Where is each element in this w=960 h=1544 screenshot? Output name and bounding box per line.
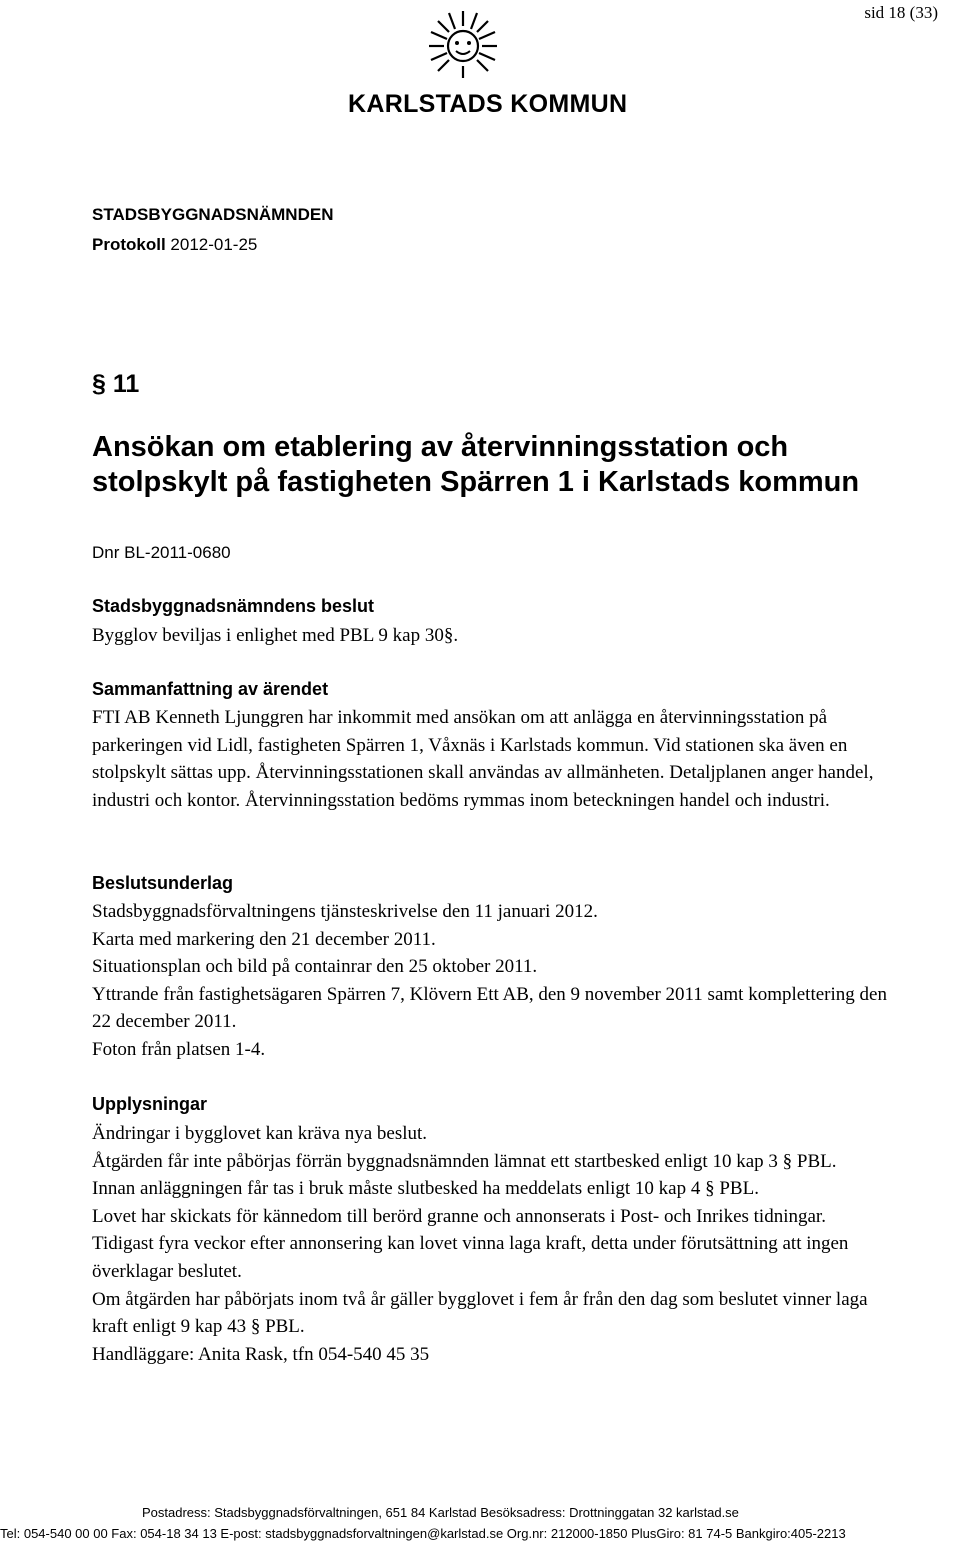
- info-item: Handläggare: Anita Rask, tfn 054-540 45 35: [92, 1343, 430, 1365]
- committee-name: STADSBYGGNADSNÄMNDEN: [92, 205, 334, 224]
- footer-address: Postadress: Stadsbyggnadsförvaltningen, 651 84 Karlstad Besöksadress: Drottninggatan 32 karlstad.se: [142, 1505, 739, 1520]
- summary-paragraph: FTI AB Kenneth Ljunggren har inkommit med ansökan om att anlägga en återvinningsstation på parkeringen vid Lidl, fastigheten Spärren 1, Våxnäs i Karlstads kommun. Vid stationen ska även en stolpskylt sättas upp. Återvinningsstationen skall användas av allmänheten. Detaljplanen anger handel, industri och kontor. Återvinningsstation bedöms rymmas inom beteckningen handel och industri.: [92, 707, 874, 811]
- basis-item: Situationsplan och bild på containrar den 25 oktober 2011.: [92, 956, 538, 978]
- paragraph-number: § 11: [92, 370, 140, 398]
- info-item: Tidigast fyra veckor efter annonsering kan lovet vinna laga kraft, detta under förutsättning att ingen överklagar beslutet.: [92, 1233, 849, 1282]
- reference-number: Dnr BL-2011-0680: [92, 543, 231, 562]
- decision-paragraph: Bygglov beviljas i enlighet med PBL 9 kap 30§.: [92, 625, 459, 646]
- basis-item: Karta med markering den 21 december 2011.: [92, 928, 436, 950]
- footer-contact: Tel: 054-540 00 00 Fax: 054-18 34 13 E-post: stadsbyggnadsforvaltningen@karlstad.se Org.nr: 212000-1850 PlusGiro: 81 74-5 Bankgiro:405-2213: [0, 1526, 846, 1541]
- summary-heading: Sammanfattning av ärendet: [92, 679, 329, 699]
- decision-heading: Stadsbyggnadsnämndens beslut: [92, 596, 375, 616]
- protocol-label: Protokoll: [92, 235, 166, 254]
- info-item: Lovet har skickats för kännedom till berörd granne och annonserats i Post- och Inrikes tidningar.: [92, 1205, 826, 1227]
- protocol-date: 2012-01-25: [170, 235, 258, 254]
- sun-logo-icon: [427, 8, 499, 80]
- summary-text: [92, 704, 892, 814]
- basis-list: [92, 898, 892, 1064]
- basis-heading: Beslutsunderlag: [92, 873, 234, 893]
- document-title: Ansökan om etablering av återvinningsstation och stolpskylt på fastigheten Spärren 1 i Karlstads kommun: [92, 431, 860, 498]
- page-number: sid 18 (33): [864, 3, 938, 22]
- info-item: Ändringar i bygglovet kan kräva nya beslut.: [92, 1123, 428, 1144]
- basis-item: Foton från platsen 1-4.: [92, 1038, 266, 1060]
- info-heading: Upplysningar: [92, 1094, 208, 1114]
- info-item: Åtgärden får inte påbörjas förrän byggnadsnämnden lämnat ett startbesked enligt 10 kap 3 § PBL.: [92, 1150, 837, 1172]
- info-list: [92, 1120, 892, 1368]
- info-item: Om åtgärden har påbörjats inom två år gäller bygglovet i fem år från den dag som beslutet vinner laga kraft enligt 9 kap 43 § PBL.: [92, 1288, 868, 1338]
- protocol-line: [92, 235, 257, 255]
- logo-text: KARLSTADS KOMMUN: [348, 90, 628, 118]
- basis-item: Yttrande från fastighetsägaren Spärren 7, Klövern Ett AB, den 9 november 2011 samt komplettering den 22 december 2011.: [92, 983, 887, 1033]
- basis-item: Stadsbyggnadsförvaltningens tjänsteskrivelse den 11 januari 2012.: [92, 901, 598, 922]
- info-item: Innan anläggningen får tas i bruk måste slutbesked ha meddelats enligt 10 kap 4 § PBL.: [92, 1178, 759, 1200]
- decision-text: [92, 622, 892, 650]
